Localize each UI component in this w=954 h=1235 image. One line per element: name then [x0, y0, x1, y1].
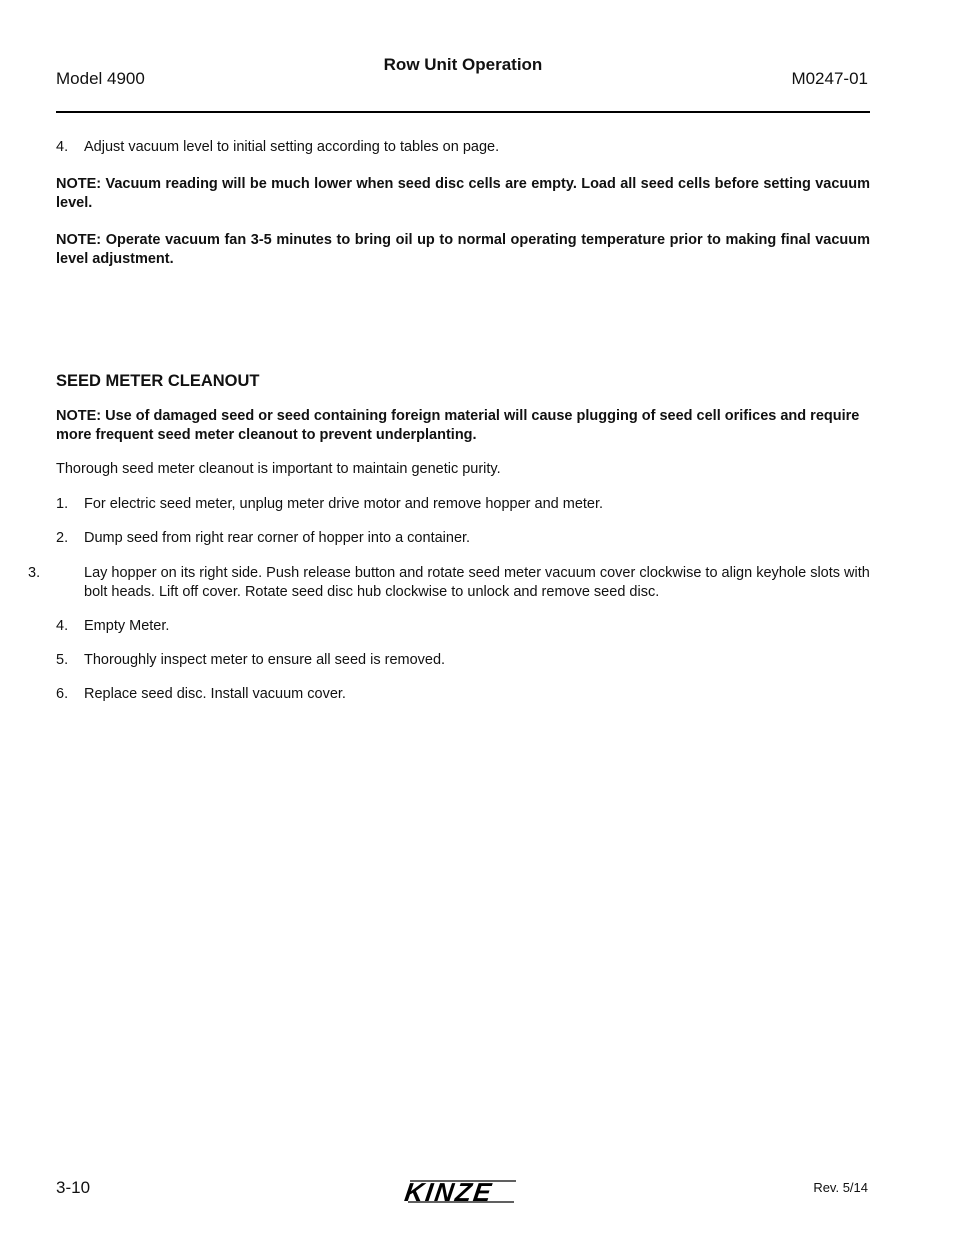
- page-number: 3-10: [56, 1178, 91, 1197]
- step-item: [56, 529, 870, 548]
- step-text: Thoroughly inspect meter to ensure all seed is removed.: [84, 652, 446, 668]
- step-text: Lay hopper on its right side. Push release button and rotate seed meter vacuum cover clockwise to align keyhole slots with bolt heads. Lift off cover. Rotate seed disc hub clockwise to unlock and remove seed disc.: [84, 565, 870, 600]
- step-text: Replace seed disc. Install vacuum cover.: [84, 686, 346, 702]
- step-number: 6.: [56, 686, 69, 702]
- note-vacuum-fan: NOTE: Operate vacuum fan 3-5 minutes to bring oil up to normal operating temperature prior to making final vacuum level adjustment.: [56, 232, 870, 267]
- step-item: [56, 685, 870, 704]
- note-damaged-seed: NOTE: Use of damaged seed or seed containing foreign material will cause plugging of seed cell orifices and require more frequent seed meter cleanout to prevent underplanting.: [56, 408, 860, 443]
- revision-date: Rev. 5/14: [813, 1180, 868, 1195]
- header-divider: [56, 111, 870, 113]
- section-heading: SEED METER CLEANOUT: [56, 372, 260, 390]
- intro-paragraph: Thorough seed meter cleanout is important to maintain genetic purity.: [56, 461, 501, 477]
- step-item: [56, 617, 870, 636]
- step-item: [56, 651, 870, 670]
- step-text: Dump seed from right rear corner of hopper into a container.: [84, 530, 471, 546]
- step-text: Adjust vacuum level to initial setting according to tables on page.: [84, 139, 500, 155]
- step-item: [56, 138, 870, 157]
- kinze-logo: [404, 1177, 524, 1210]
- step-number: 1.: [56, 496, 69, 512]
- header-doc-number: M0247-01: [791, 69, 868, 88]
- step-number: 5.: [56, 652, 69, 668]
- header-model: Model 4900: [56, 69, 145, 88]
- kinze-logo-text: KINZE: [404, 1177, 495, 1205]
- step-number: 4.: [56, 139, 69, 155]
- step-text: Empty Meter.: [84, 618, 170, 634]
- page-body: [28, 138, 870, 704]
- step-text: For electric seed meter, unplug meter drive motor and remove hopper and meter.: [84, 496, 604, 512]
- step-number: 4.: [56, 618, 69, 634]
- page-header-title: Row Unit Operation: [383, 55, 543, 74]
- step-item: [28, 564, 870, 602]
- note-vacuum-reading: NOTE: Vacuum reading will be much lower when seed disc cells are empty. Load all seed cells before setting vacuum level.: [56, 176, 870, 211]
- step-number: 2.: [56, 530, 69, 546]
- kinze-logo-graphic: [404, 1177, 524, 1205]
- step-number: 3.: [28, 565, 41, 581]
- step-item: [56, 495, 870, 514]
